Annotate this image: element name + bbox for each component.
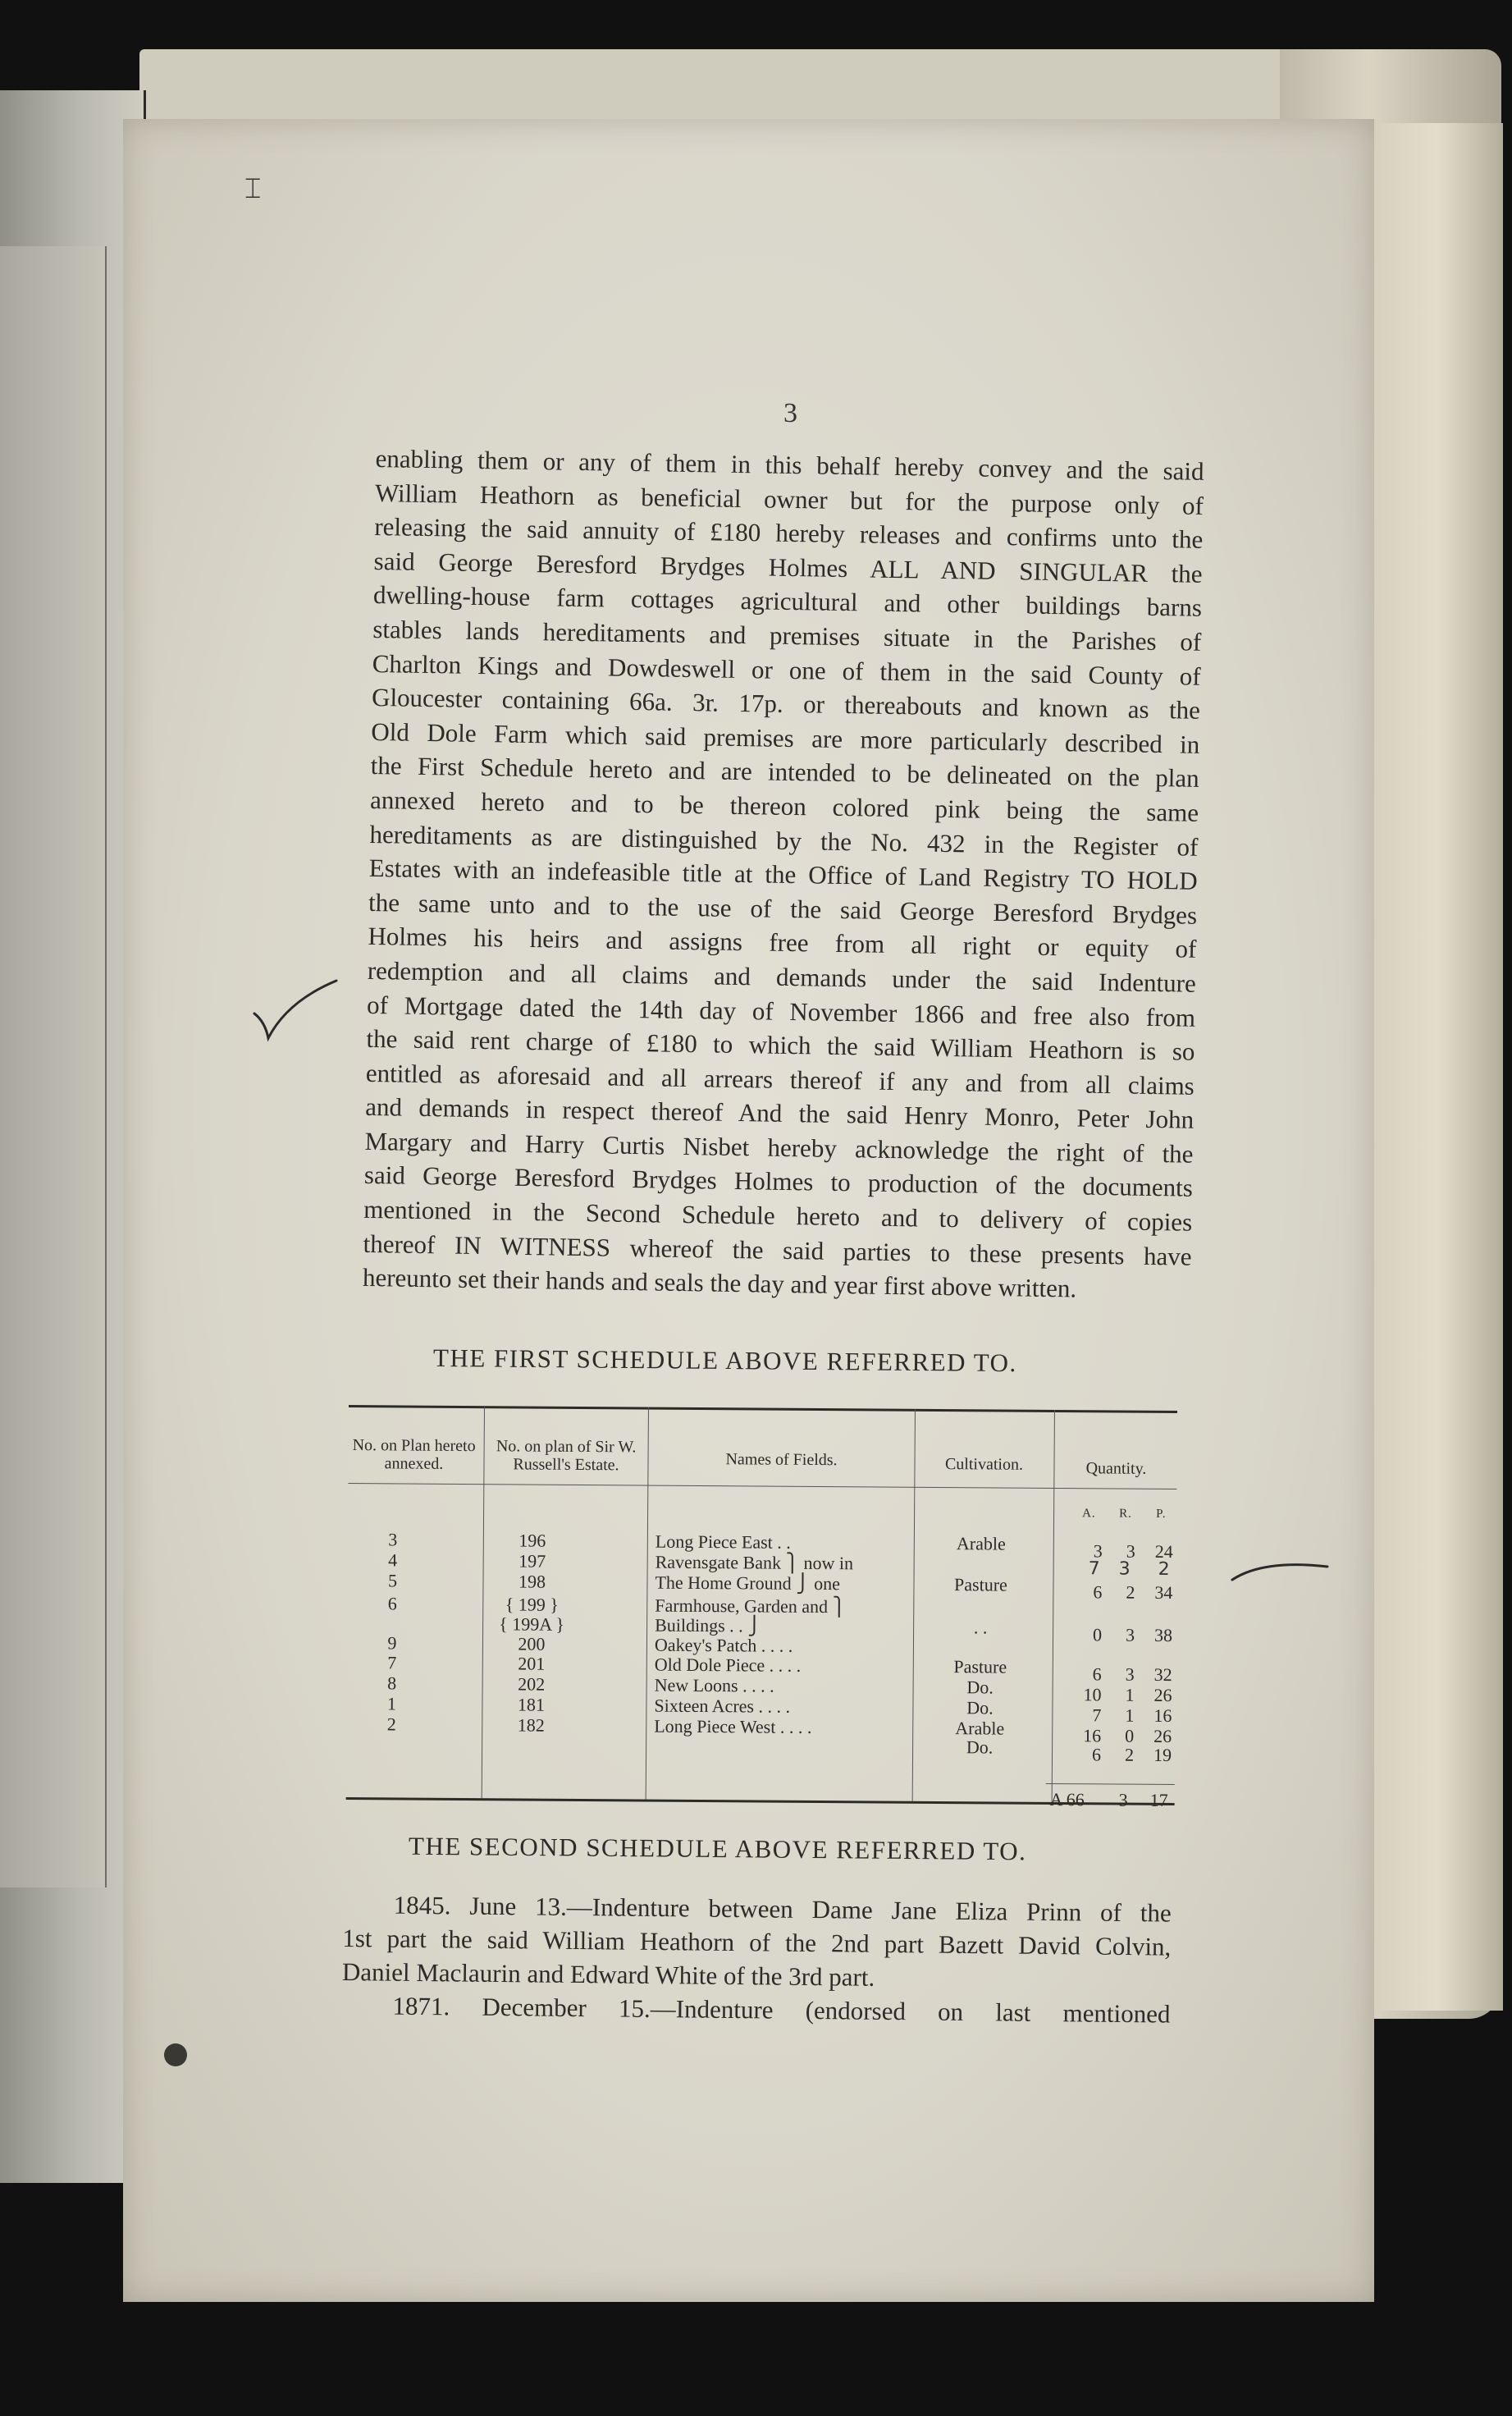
body-line: dwelling-house farm cottages agricultural and other buildings barns: [372, 580, 1203, 623]
body-line: and demands in respect thereof And the said Henry Monro, Peter John: [364, 1092, 1195, 1135]
quantity-perches: 34: [1154, 1581, 1173, 1604]
russell-number: 197: [518, 1550, 546, 1572]
field-name: New Loons . . . .: [654, 1674, 774, 1696]
quantity-roods: 3: [1125, 1663, 1135, 1685]
field-name: Buildings . . ⎭: [655, 1614, 761, 1636]
body-line: thereof IN WITNESS whereof the said parties to these presents have: [363, 1229, 1192, 1271]
body-line: enabling them or any of them in this behalf hereby convey and the said: [375, 443, 1204, 486]
body-line: said George Beresford Brydges Holmes ALL AND SINGULAR the: [373, 546, 1203, 588]
russell-number: 201: [518, 1653, 546, 1674]
second-schedule-line: 1845. June 13.—Indenture between Dame Jane Eliza Prinn of the: [393, 1890, 1172, 1928]
quantity-perches: 26: [1153, 1725, 1172, 1747]
field-name: Old Dole Piece . . . .: [654, 1654, 802, 1676]
body-line: hereunto set their hands and seals the day and year first above written.: [362, 1263, 1077, 1303]
second-schedule-heading: THE SECOND SCHEDULE ABOVE REFERRED TO.: [408, 1831, 1027, 1866]
quantity-acres: 10: [1083, 1684, 1102, 1705]
body-line: entitled as aforesaid and all arrears thereof if any and from all claims: [365, 1058, 1195, 1100]
field-name: The Home Ground ⎭ one: [655, 1572, 841, 1595]
quantity-acres: 7: [1092, 1704, 1102, 1726]
cultivation: . .: [973, 1617, 988, 1638]
russell-number: 198: [518, 1571, 546, 1592]
deed-body-text: [363, 442, 1204, 1308]
total-acres: A 66: [1049, 1788, 1085, 1810]
plan-number: 2: [386, 1714, 396, 1735]
header-rule: [348, 1483, 1176, 1489]
russell-number: 202: [518, 1673, 546, 1695]
russell-number: { 199 }: [505, 1594, 559, 1615]
quantity-acres: 3: [1093, 1540, 1103, 1562]
second-schedule-line: 1st part the said William Heathorn of the 2nd part Bazett David Colvin,: [342, 1923, 1172, 1961]
cultivation: Pasture: [954, 1574, 1007, 1595]
russell-number: 196: [518, 1530, 546, 1551]
quantity-roods: 3: [1126, 1540, 1135, 1562]
quantity-perches: 38: [1153, 1624, 1173, 1646]
corner-mark: ⌶: [244, 172, 262, 205]
cultivation: Do.: [966, 1736, 994, 1758]
quantity-acres: 16: [1083, 1725, 1102, 1746]
body-line: the same unto and to the use of the said George Beresford Brydges: [368, 887, 1198, 930]
total-roods: 3: [1118, 1789, 1128, 1810]
quantity-roods: 2: [1126, 1581, 1135, 1603]
page-number: 3: [783, 398, 797, 428]
second-schedule-line: Daniel Maclaurin and Edward White of the 3rd part.: [341, 1956, 875, 1992]
first-schedule-table: [345, 1405, 1177, 1829]
hand-correction-perches: 2: [1158, 1558, 1170, 1580]
body-line: of Mortgage dated the 14th day of November 1866 and free also from: [366, 990, 1196, 1032]
cultivation: Do.: [966, 1677, 994, 1698]
plan-number: 8: [387, 1672, 397, 1694]
header-plan-no: No. on Plan hereto annexed.: [352, 1436, 476, 1473]
field-name: Long Piece West . . . .: [654, 1715, 812, 1737]
plan-number: 6: [387, 1593, 397, 1614]
field-name: Sixteen Acres . . . .: [654, 1695, 791, 1717]
plan-number: 9: [387, 1632, 397, 1654]
russell-number: 200: [518, 1633, 546, 1654]
field-name: Oakey's Patch . . . .: [654, 1634, 793, 1656]
cultivation: Do.: [966, 1697, 994, 1718]
plan-number: 1: [386, 1693, 397, 1714]
body-line: annexed hereto and to be thereon colored pink being the same: [369, 785, 1199, 827]
second-schedule-line: 1871. December 15.—Indenture (endorsed on last mentioned: [392, 1991, 1171, 2029]
first-schedule-heading: THE FIRST SCHEDULE ABOVE REFERRED TO.: [432, 1343, 1017, 1378]
quantity-roods: 2: [1124, 1744, 1135, 1765]
handwritten-check-icon: [250, 977, 340, 1042]
body-line: Margary and Harry Curtis Nisbet hereby acknowledge the right of the: [364, 1126, 1194, 1169]
plan-number: 4: [388, 1549, 398, 1571]
hand-correction-roods: 3: [1118, 1558, 1131, 1580]
quantity-acres: 6: [1091, 1744, 1102, 1765]
body-line: Old Dole Farm which said premises are more particularly described in: [371, 716, 1200, 759]
body-line: redemption and all claims and demands under the said Indenture: [367, 955, 1197, 998]
quantity-roods: 0: [1125, 1725, 1135, 1746]
total-perches: 17: [1149, 1789, 1168, 1810]
left-page-edge: [0, 246, 107, 1888]
body-line: stables lands hereditaments and premises situate in the Parishes of: [372, 614, 1202, 657]
quantity-roods: 3: [1125, 1624, 1135, 1645]
header-cultivation: Cultivation.: [944, 1455, 1024, 1474]
cultivation: Arable: [956, 1533, 1006, 1554]
russell-number: 182: [517, 1714, 545, 1736]
header-russell-no: No. on plan of Sir W. Russell's Estate.: [496, 1437, 637, 1475]
hand-correction-acres: 7: [1088, 1558, 1100, 1580]
quantity-perches: 24: [1154, 1540, 1173, 1563]
quantity-acres: 6: [1092, 1663, 1102, 1685]
body-line: the First Schedule hereto and are intended to be delineated on the plan: [370, 751, 1199, 794]
quantity-acres: 0: [1092, 1624, 1103, 1645]
cultivation: Pasture: [953, 1656, 1007, 1677]
field-name: Farmhouse, Garden and ⎫: [655, 1595, 847, 1618]
quantity-perches: 26: [1153, 1684, 1172, 1706]
quantity-roods: 1: [1125, 1704, 1135, 1726]
cultivation: [931, 1596, 1030, 1597]
second-schedule-text: [341, 1888, 1172, 2031]
total-rule: [1046, 1783, 1175, 1785]
quantity-perches: 19: [1153, 1744, 1172, 1766]
plan-number: 3: [388, 1529, 398, 1550]
ink-spot: [164, 2043, 187, 2066]
quantity-perches: 32: [1153, 1663, 1172, 1686]
russell-number: { 199A }: [499, 1613, 565, 1635]
body-line: Gloucester containing 66a. 3r. 17p. or thereabouts and known as the: [371, 683, 1201, 725]
header-acres: A.: [1082, 1507, 1096, 1521]
header-perches: P.: [1156, 1507, 1167, 1521]
body-line: Holmes his heirs and assigns free from all right or equity of: [368, 922, 1197, 964]
field-name: Ravensgate Bank ⎫ now in: [655, 1551, 854, 1574]
quantity-acres: 6: [1093, 1581, 1103, 1603]
field-name: Long Piece East . .: [655, 1531, 791, 1553]
russell-number: 181: [517, 1694, 546, 1715]
quantity-perches: 16: [1153, 1704, 1172, 1727]
quantity-roods: 1: [1125, 1684, 1135, 1705]
body-line: the said rent charge of £180 to which the said William Heathorn is so: [366, 1024, 1195, 1066]
plan-number: 5: [387, 1570, 398, 1591]
body-line: Charlton Kings and Dowdeswell or one of them in the said County of: [372, 648, 1201, 691]
body-line: Estates with an indefeasible title at the Office of Land Registry TO HOLD: [368, 853, 1198, 895]
cultivation: Arable: [955, 1718, 1005, 1739]
body-line: said George Beresford Brydges Holmes to production of the documents: [363, 1160, 1194, 1203]
header-field-names: Names of Fields.: [725, 1450, 838, 1470]
body-line: mentioned in the Second Schedule hereto and to delivery of copies: [363, 1194, 1193, 1237]
margin-tick-icon: [1231, 1555, 1329, 1588]
body-line: hereditaments as are distinguished by the No. 432 in the Register of: [369, 819, 1199, 862]
header-quantity: Quantity.: [1085, 1459, 1147, 1478]
header-roods: R.: [1119, 1507, 1132, 1521]
plan-number: 7: [387, 1652, 397, 1673]
body-line: releasing the said annuity of £180 hereby releases and confirms unto the: [374, 512, 1204, 555]
body-line: William Heathorn as beneficial owner but for the purpose only of: [374, 478, 1204, 520]
